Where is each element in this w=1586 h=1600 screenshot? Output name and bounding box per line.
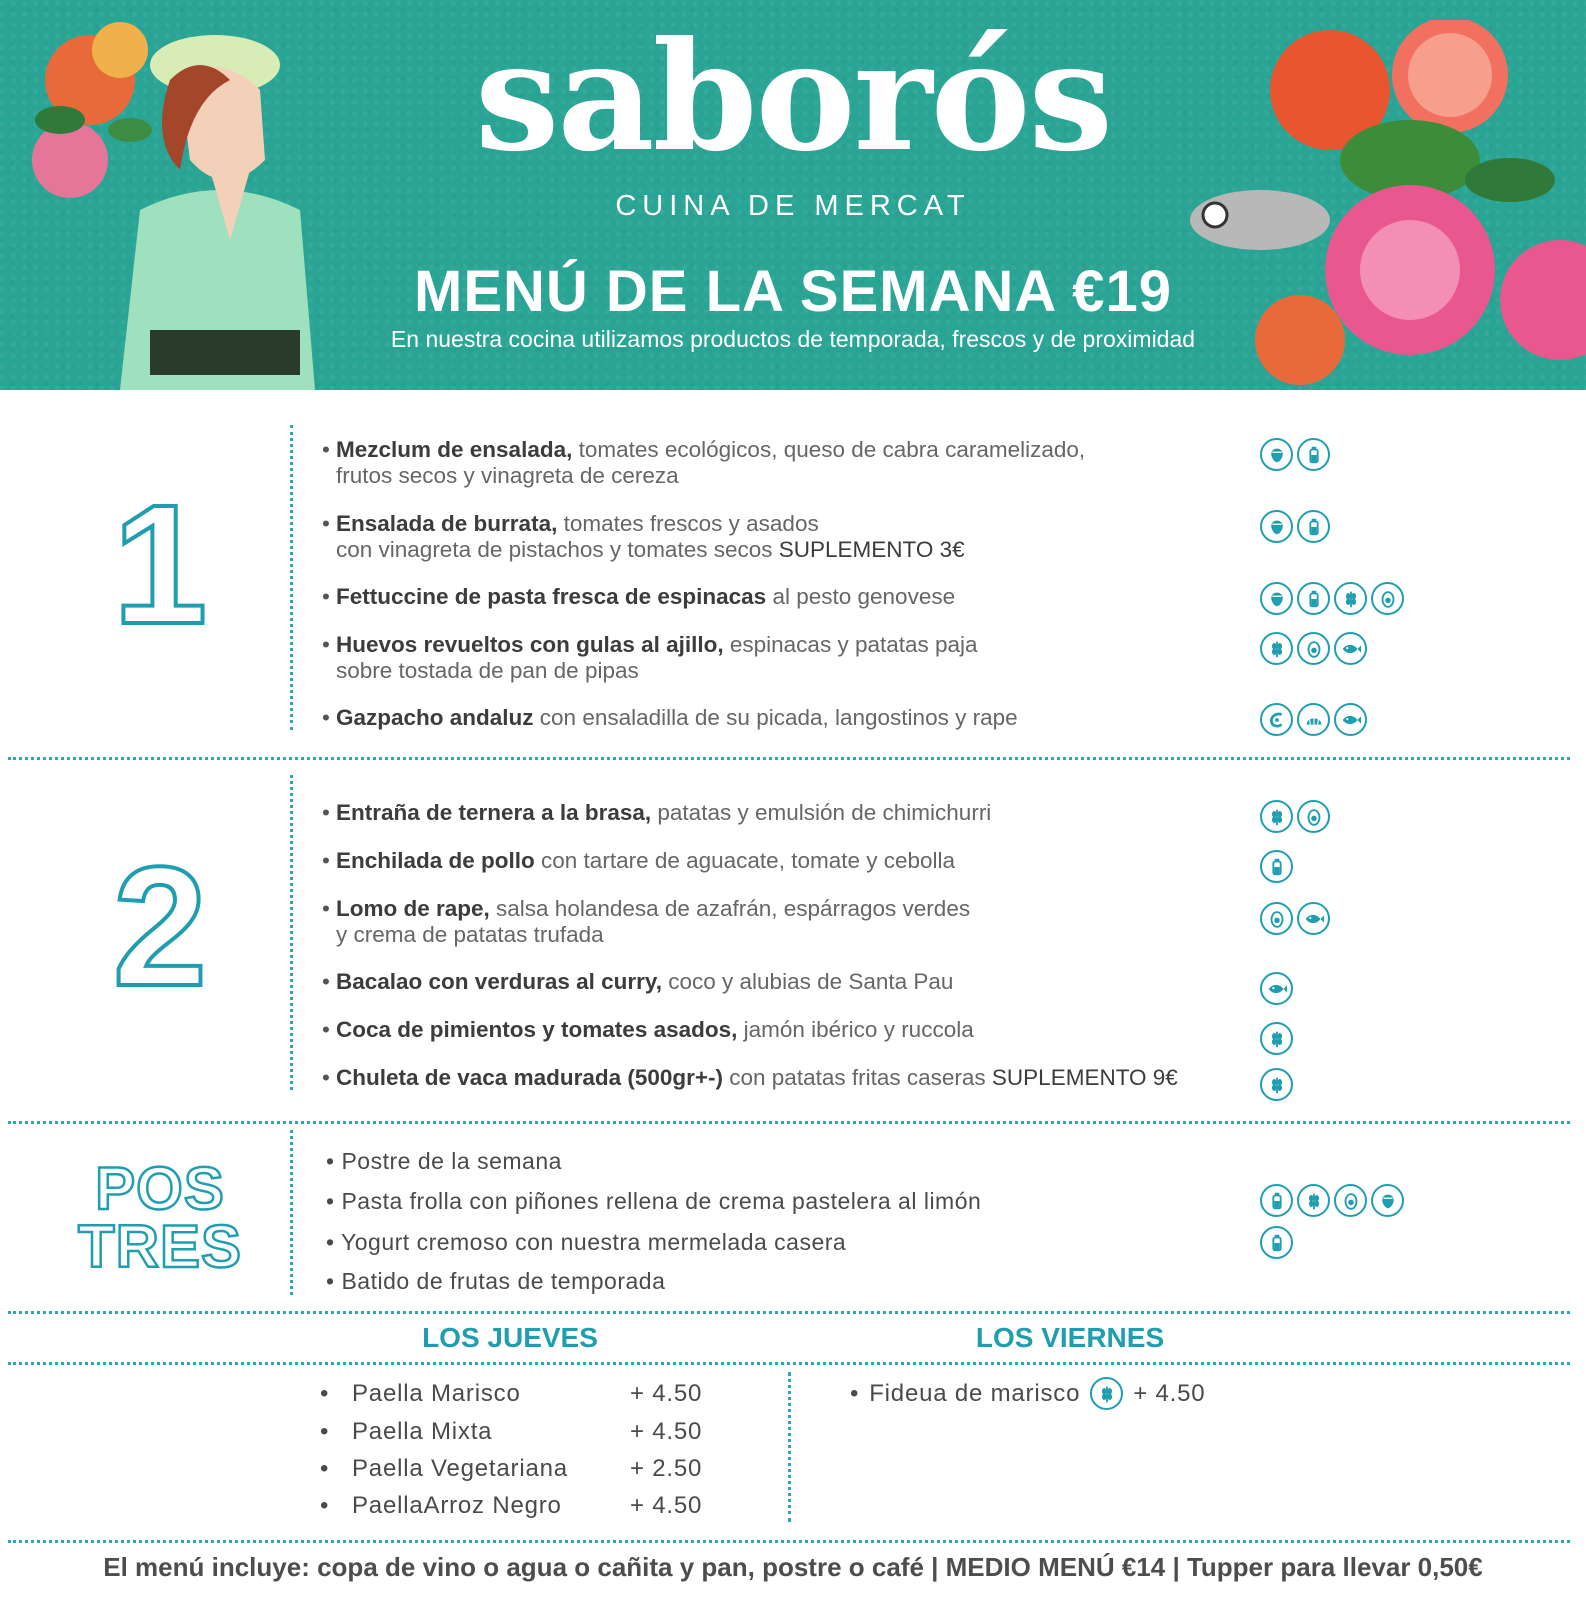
dish-item: • Entraña de ternera a la brasa, patatas y emulsión de chimichurri bbox=[322, 800, 992, 825]
course-number-2: 2 bbox=[112, 832, 208, 1022]
allergen-icons bbox=[1260, 902, 1330, 935]
allergen-icons bbox=[1260, 800, 1330, 833]
footer-note: El menú incluye: copa de vino o agua o cañita y pan, postre o café | MEDIO MENÚ €14 | Tupper para llevar 0,50€ bbox=[103, 1552, 1483, 1582]
bullet: • bbox=[322, 896, 330, 921]
bullet: • bbox=[322, 437, 330, 462]
bullet: • bbox=[322, 800, 330, 825]
gluten-icon bbox=[1260, 1022, 1293, 1055]
fish-icon bbox=[1260, 972, 1293, 1005]
divider-horizontal bbox=[8, 1540, 1570, 1543]
course-number-1: 1 bbox=[112, 470, 208, 660]
bullet: • bbox=[322, 705, 330, 730]
divider-horizontal bbox=[8, 1121, 1570, 1124]
egg-icon bbox=[1371, 582, 1404, 615]
allergen-icons bbox=[1260, 632, 1367, 665]
gluten-icon bbox=[1334, 582, 1367, 615]
allergen-icons bbox=[1260, 703, 1367, 736]
dish-item: • Fettuccine de pasta fresca de espinacas al pesto genovese bbox=[322, 584, 956, 609]
gluten-icon bbox=[1260, 632, 1293, 665]
gluten-icon bbox=[1297, 1184, 1330, 1217]
brand-logo: saborós bbox=[474, 9, 1112, 185]
bullet: • bbox=[322, 1065, 330, 1090]
dish-item: • Mezclum de ensalada, tomates ecológicos, queso de cabra caramelizado, frutos secos y vinagreta de cereza bbox=[322, 437, 1086, 488]
allergen-icons bbox=[1260, 972, 1293, 1005]
egg-icon bbox=[1260, 902, 1293, 935]
bullet: • bbox=[322, 1017, 330, 1042]
postres-heading-2: TRES bbox=[77, 1213, 243, 1280]
gluten-icon bbox=[1260, 1068, 1293, 1101]
divider-vertical bbox=[290, 1130, 293, 1295]
gluten-icon bbox=[1090, 1377, 1123, 1410]
bullet: • bbox=[322, 632, 330, 657]
dessert-item: • Postre de la semana bbox=[326, 1148, 562, 1174]
fish-icon bbox=[1334, 703, 1367, 736]
allergen-icons bbox=[1260, 1068, 1293, 1101]
dairy-icon bbox=[1260, 850, 1293, 883]
mollusc-icon bbox=[1297, 703, 1330, 736]
dessert-item: • Batido de frutas de temporada bbox=[326, 1268, 666, 1294]
bullet: • bbox=[322, 584, 330, 609]
dairy-icon bbox=[1297, 510, 1330, 543]
dairy-icon bbox=[1297, 438, 1330, 471]
fish-icon bbox=[1297, 902, 1330, 935]
allergen-icons bbox=[1260, 1184, 1404, 1217]
gluten-icon bbox=[1260, 800, 1293, 833]
egg-icon bbox=[1334, 1184, 1367, 1217]
nuts-icon bbox=[1371, 1184, 1404, 1217]
egg-icon bbox=[1297, 800, 1330, 833]
nuts-icon bbox=[1260, 438, 1293, 471]
fideua-item: • Fideua de marisco + 4.50 bbox=[850, 1377, 1205, 1410]
allergen-icons bbox=[1260, 582, 1404, 615]
allergen-icons bbox=[1260, 850, 1293, 883]
dairy-icon bbox=[1260, 1184, 1293, 1217]
divider-horizontal bbox=[8, 757, 1570, 760]
dish-item: • Enchilada de pollo con tartare de aguacate, tomate y cebolla bbox=[322, 848, 956, 873]
viernes-heading: LOS VIERNES bbox=[975, 1322, 1165, 1353]
brand-tagline: CUINA DE MERCAT bbox=[615, 190, 971, 222]
allergen-icons bbox=[1090, 1377, 1123, 1410]
dish-item: • Lomo de rape, salsa holandesa de azafrán, espárragos verdes y crema de patatas trufada bbox=[322, 896, 971, 947]
divider-vertical bbox=[788, 1372, 791, 1522]
bullet: • bbox=[322, 969, 330, 994]
jueves-heading: LOS JUEVES bbox=[422, 1322, 598, 1353]
divider-vertical bbox=[290, 425, 293, 730]
dish-item: • Huevos revueltos con gulas al ajillo, espinacas y patatas paja sobre tostada de pan de pipas bbox=[322, 632, 978, 683]
dish-item: • Chuleta de vaca madurada (500gr+-) con patatas fritas caseras SUPLEMENTO 9€ bbox=[322, 1065, 1178, 1090]
dish-item: • Ensalada de burrata, tomates frescos y asados con vinagreta de pistachos y tomates secos SUPLEMENTO 3€ bbox=[322, 511, 965, 562]
fruit-flower-illustration bbox=[1180, 20, 1586, 390]
nuts-icon bbox=[1260, 582, 1293, 615]
menu-title: MENÚ DE LA SEMANA €19 bbox=[414, 259, 1172, 324]
dish-item: • Bacalao con verduras al curry, coco y alubias de Santa Pau bbox=[322, 969, 954, 994]
dairy-icon bbox=[1260, 1226, 1293, 1259]
dish-item: • Gazpacho andaluz con ensaladilla de su picada, langostinos y rape bbox=[322, 705, 1018, 730]
allergen-icons bbox=[1260, 1226, 1293, 1259]
fish-icon bbox=[1334, 632, 1367, 665]
dairy-icon bbox=[1297, 582, 1330, 615]
bullet: • bbox=[322, 848, 330, 873]
dessert-item: • Pasta frolla con piñones rellena de crema pastelera al limón bbox=[326, 1188, 982, 1214]
menu-subtitle: En nuestra cocina utilizamos productos de temporada, frescos y de proximidad bbox=[390, 326, 1196, 352]
dessert-item: • Yogurt cremoso con nuestra mermelada casera bbox=[326, 1229, 847, 1255]
allergen-icons bbox=[1260, 1022, 1293, 1055]
dish-item: • Coca de pimientos y tomates asados, jamón ibérico y ruccola bbox=[322, 1017, 974, 1042]
allergen-icons bbox=[1260, 438, 1330, 471]
egg-icon bbox=[1297, 632, 1330, 665]
divider-horizontal bbox=[8, 1311, 1570, 1314]
allergen-icons bbox=[1260, 510, 1330, 543]
nuts-icon bbox=[1260, 510, 1293, 543]
crustacean-icon bbox=[1260, 703, 1293, 736]
bullet: • bbox=[322, 511, 330, 536]
divider-horizontal bbox=[8, 1362, 1570, 1365]
header-banner bbox=[0, 0, 1586, 390]
divider-vertical bbox=[290, 775, 293, 1090]
postres-heading-1: POS bbox=[95, 1155, 225, 1222]
